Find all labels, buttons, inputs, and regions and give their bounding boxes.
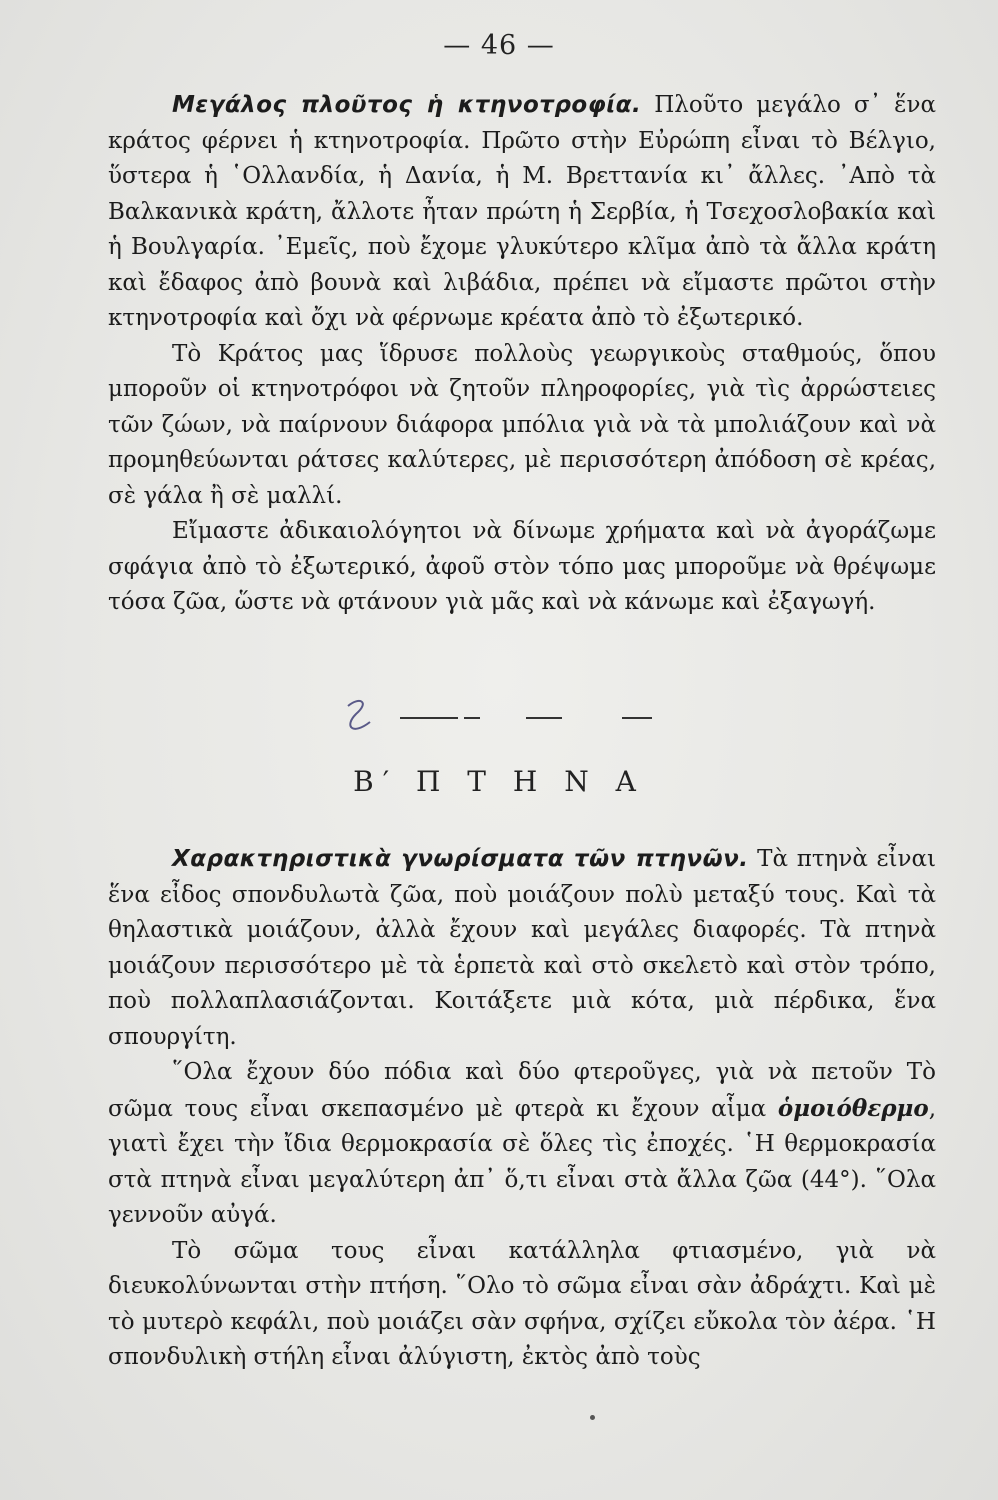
paragraph-text: Πλοῦτο μεγάλο σ᾿ ἕνα κράτος φέρνει ἡ κτηνοτροφία. Πρῶτο στὴν Εὐρώπη εἶναι τὸ Βέλγιο, ὕστερα ἡ ῾Ολλανδία, ἡ Δανία, ἡ Μ. Βρεττανία κι᾿ ἄλλες. ᾿Απὸ τὰ Βαλκανικὰ κράτη, ἄλλοτε ἦταν πρώτη ἡ Σερβία, ἡ Τσεχοσλοβακία καὶ ἡ Βουλγαρία. ᾿Εμεῖς, ποὺ ἔχομε γλυκύτερο κλῖμα ἀπὸ τὰ ἄλλα κράτη καὶ ἔδαφος ἀπὸ βουνὰ καὶ λιβάδια, πρέπει νὰ εἴμαστε πρῶτοι στὴν κτηνοτροφία καὶ ὄχι νὰ φέρνωμε κρέατα ἀπὸ τὸ ἐξωτερικό.: [108, 92, 936, 331]
inline-heading-birds: Χαρακτηριστικὰ γνωρίσματα τῶν πτηνῶν.: [172, 846, 749, 872]
paragraph-state-stations: [108, 337, 936, 515]
paragraph-unjustified-imports: [108, 514, 936, 621]
handwritten-pen-mark: [330, 692, 670, 740]
page-number: — 46 —: [443, 30, 555, 61]
emphasized-term: ὁμοιόθερμο: [777, 1094, 929, 1122]
paragraph-text: Τὰ πτηνὰ εἶναι ἕνα εἶδος σπονδυλωτὰ ζῶα, ποὺ μοιάζουν πολὺ μεταξύ τους. Καὶ τὰ θηλαστικὰ μοιάζουν, ἀλλὰ ἔχουν καὶ μεγάλες διαφορές. Τὰ πτηνὰ μοιάζουν περισσότερο μὲ τὰ ἑρπετὰ καὶ στὸ σκελετὸ καὶ στὸν τρόπο, ποὺ πολλαπλασιάζονται. Κοιτάξετε μιὰ κότα, μιὰ πέρδικα, ἕνα σπουργίτη.: [108, 846, 936, 1050]
paragraph-bird-body: [108, 1055, 936, 1234]
inline-heading-livestock: Μεγάλος πλοῦτος ἡ κτηνοτροφία.: [172, 92, 642, 118]
ink-speck: [590, 1415, 595, 1420]
bottom-text-block: [108, 842, 936, 1376]
paragraph-text: Εἴμαστε ἀδικαιολόγητοι νὰ δίνωμε χρήματα καὶ νὰ ἀγοράζωμε σφάγια ἀπὸ τὸ ἐξωτερικό, ἀφοῦ στὸν τόπο μας μποροῦμε νὰ θρέψωμε τόσα ζῶα, ὥστε νὰ φτάνουν γιὰ μᾶς καὶ νὰ κάνωμε καὶ ἐξαγωγή.: [108, 518, 936, 615]
section-title-birds: Β′ Π Τ Η Ν Α: [353, 765, 645, 798]
paragraph-bird-characteristics: [108, 842, 936, 1055]
paragraph-livestock-wealth: [108, 88, 936, 337]
paragraph-text: Τὸ Κράτος μας ἵδρυσε πολλοὺς γεωργικοὺς σταθμούς, ὅπου μποροῦν οἱ κτηνοτρόφοι νὰ ζητοῦν πληροφορίες, γιὰ τὶς ἀρρώστειες τῶν ζώων, νὰ παίρνουν διάφορα μπόλια γιὰ νὰ τὰ μπολιάζουν καὶ νὰ προμηθεύωνται ράτσες καλύτερες, μὲ περισσότερη ἀπόδοση σὲ κρέας, σὲ γάλα ἢ σὲ μαλλί.: [108, 340, 936, 509]
paragraph-text: ῞Ολα ἔχουν δύο πόδια καὶ δύο φτεροῦγες, γιὰ νὰ πετοῦν Τὸ σῶμα τους εἶναι σκεπασμένο μὲ φτερὰ κι ἔχουν αἷμα: [108, 1059, 936, 1122]
paragraph-text: , γιατὶ ἔχει τὴν ἴδια θερμοκρασία σὲ ὅλες τὶς ἐποχές. ῾Η θερμοκρασία στὰ πτηνὰ εἶναι μεγαλύτερη ἀπ᾿ ὅ,τι εἶναι στὰ ἄλλα ζῶα (44°). ῞Ολα γεννοῦν αὐγά.: [108, 1095, 936, 1228]
top-text-block: [108, 88, 936, 621]
paragraph-text: Τὸ σῶμα τους εἶναι κατάλληλα φτιασμένο, γιὰ νὰ διευκολύνωνται στὴν πτήση. ῞Ολο τὸ σῶμα εἶναι σὰν ἀδράχτι. Καὶ μὲ τὸ μυτερὸ κεφάλι, ποὺ μοιάζει σὰν σφήνα, σχίζει εὔκολα τὸν ἀέρα. ῾Η σπονδυλικὴ στήλη εἶναι ἀλύγιστη, ἐκτὸς ἀπὸ τοὺς: [108, 1237, 936, 1370]
paragraph-bird-flight: [108, 1234, 936, 1376]
